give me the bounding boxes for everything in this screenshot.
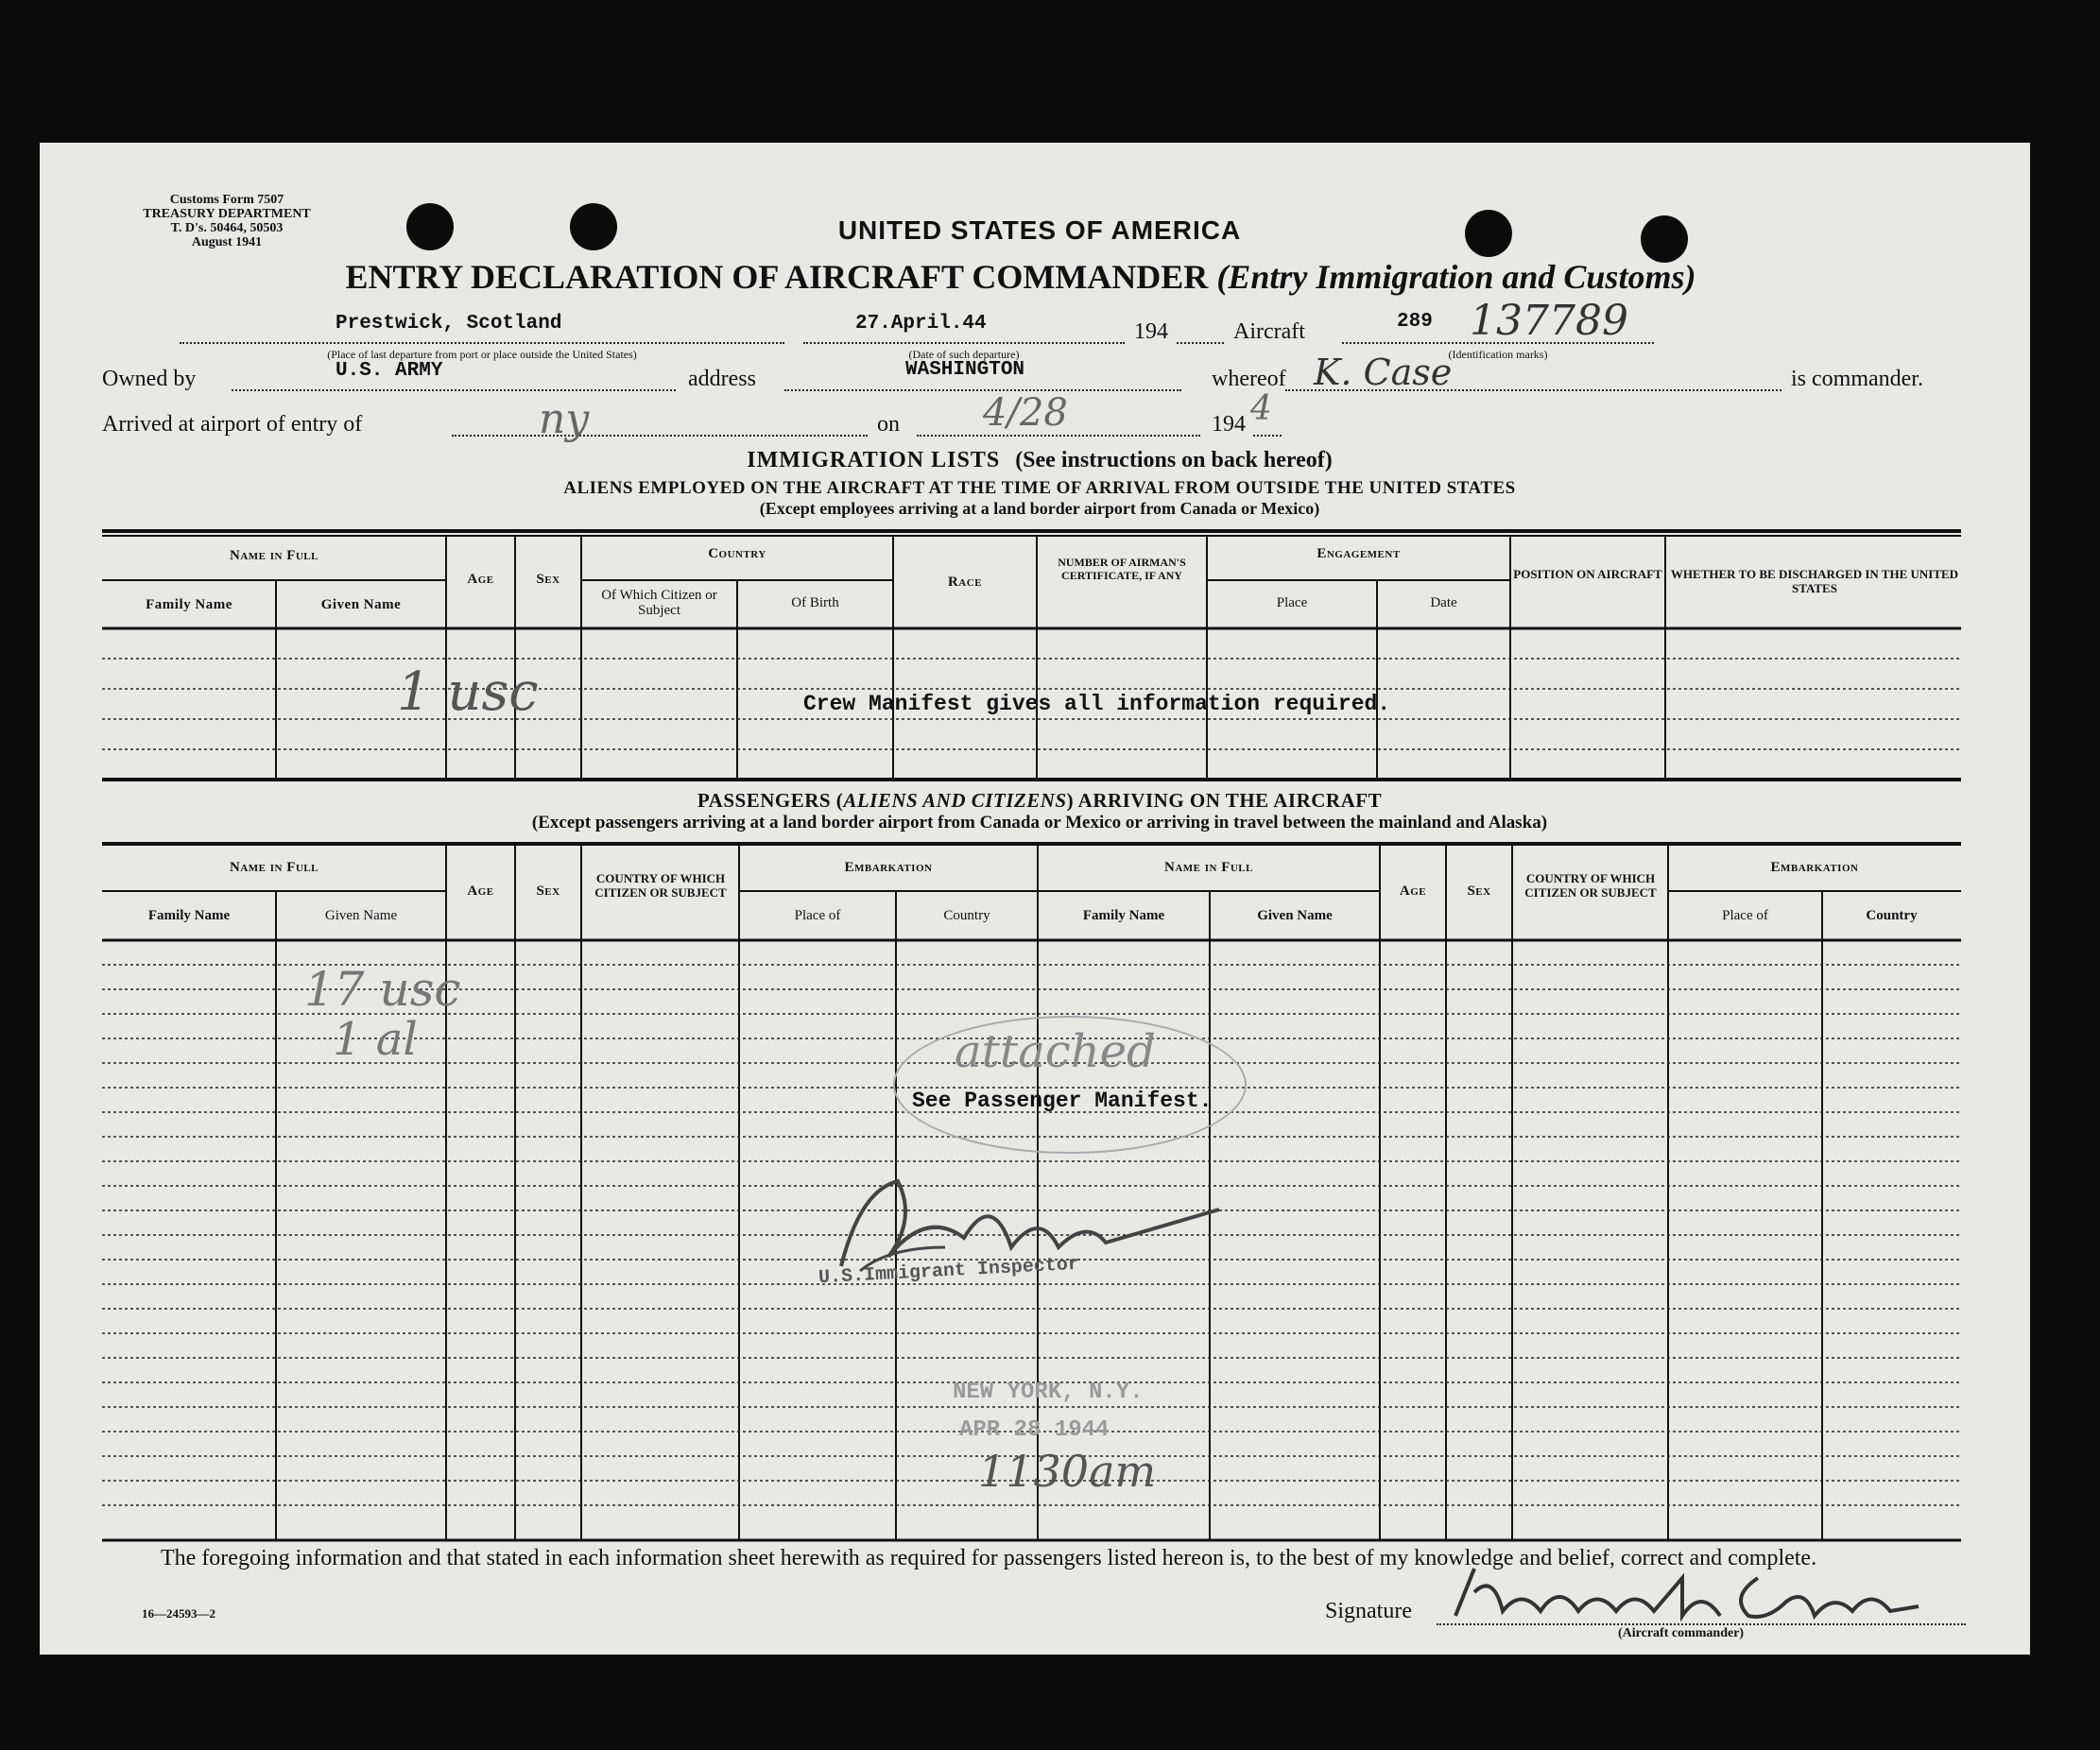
pax-col-sex: Sex [536, 884, 560, 899]
passengers-subheading: (Except passengers arriving at a land border airport from Canada or Mexico or arriving in travel between the mainland and Alaska) [531, 813, 1548, 832]
pax-col-family-name-2: Family Name [1082, 908, 1165, 923]
form-title-paren: (Entry Immigration and Customs) [1216, 258, 1696, 296]
departure-year-prefix: 194 [1134, 319, 1168, 344]
arrival-year-handwritten: 4 [1250, 389, 1272, 428]
crew-col-country: Country [708, 546, 766, 561]
arrival-label: Arrived at airport of entry of [102, 412, 363, 437]
crew-col-position: POSITION ON AIRCRAFT [1513, 567, 1662, 581]
aircraft-label: Aircraft [1233, 319, 1305, 344]
time-handwritten: 1130am [978, 1446, 1157, 1497]
immigration-heading-paren: (See instructions on back hereof) [1015, 448, 1333, 472]
pax-col-name-in-full-2: Name in Full [1163, 860, 1253, 875]
address-label: address [688, 367, 756, 391]
aircraft-id: 289 [1397, 311, 1433, 333]
pax-col-embarkation-2: Embarkation [1770, 860, 1859, 875]
treasury-decisions: T. D's. 50464, 50503 [170, 221, 284, 235]
pax-col-place-of-2: Place of [1722, 908, 1768, 923]
pax-col-citizen-2: COUNTRY OF WHICH CITIZEN OR SUBJECT [1524, 871, 1657, 900]
form-number: Customs Form 7507 [169, 193, 284, 207]
pax-handwritten-attached: attached [955, 1025, 1156, 1078]
pax-col-family-name: Family Name [147, 908, 231, 923]
passengers-heading-c: ) ARRIVING ON THE AIRCRAFT [1066, 789, 1383, 812]
pax-handwritten-note-2: 1 al [333, 1013, 418, 1066]
whereof-label: whereof [1212, 367, 1286, 391]
departure-place-caption: (Place of last departure from port or place outside the United States) [327, 348, 637, 361]
pax-col-given-name-2: Given Name [1257, 908, 1333, 923]
commander-signature-icon [1446, 1559, 1937, 1635]
crew-col-birth: Of Birth [791, 595, 839, 610]
arrival-date-handwritten: 4/28 [983, 391, 1068, 435]
crew-col-name-in-full: Name in Full [229, 548, 318, 563]
passengers-heading-a: PASSENGERS ( [697, 789, 844, 812]
crew-col-airman-cert: NUMBER OF AIRMAN'S CERTIFICATE, IF ANY [1058, 556, 1186, 582]
crew-col-date: Date [1430, 595, 1457, 610]
crew-col-race: Race [947, 575, 983, 590]
pax-col-country: Country [943, 908, 990, 923]
certification-text: The foregoing information and that stated in each information sheet herewith as required for passengers listed hereon is, to the best of my knowledge and belief, correct and complete. [161, 1546, 1817, 1570]
form-title-main: ENTRY DECLARATION OF AIRCRAFT COMMANDER [345, 258, 1209, 296]
passengers-heading-b: ALIENS AND CITIZENS [843, 789, 1067, 812]
immigration-heading-title: IMMIGRATION LISTS [747, 448, 1001, 472]
aircraft-id-handwritten: 137789 [1470, 297, 1628, 345]
departure-date-caption: (Date of such departure) [908, 348, 1020, 361]
crew-handwritten-note: 1 usc [397, 661, 539, 723]
crew-col-given-name: Given Name [320, 597, 402, 612]
pax-col-given-name: Given Name [324, 908, 398, 923]
country-heading: UNITED STATES OF AMERICA [837, 215, 1242, 245]
arrival-airport-handwritten: ny [539, 395, 590, 443]
crew-col-citizen: Of Which Citizen or Subject [601, 588, 717, 618]
pax-col-citizen: COUNTRY OF WHICH CITIZEN OR SUBJECT [594, 871, 727, 900]
departure-date: 27.April.44 [855, 313, 987, 335]
inspector-stamp: U.S.Immigrant Inspector [818, 1253, 1080, 1290]
owned-by-value: U.S. ARMY [336, 360, 443, 382]
pax-col-place-of: Place of [794, 908, 841, 923]
pax-col-sex-2: Sex [1467, 884, 1491, 899]
pax-col-name-in-full: Name in Full [229, 860, 318, 875]
pax-col-country-2: Country [1866, 908, 1918, 923]
crew-col-engagement: Engagement [1317, 546, 1401, 561]
immigration-subheading: ALIENS EMPLOYED ON THE AIRCRAFT AT THE TIME OF ARRIVAL FROM OUTSIDE THE UNITED STATES [563, 478, 1516, 498]
crew-col-discharged: WHETHER TO BE DISCHARGED IN THE UNITED STATES [1670, 567, 1959, 595]
date-stamp-date: APR 28 1944 [959, 1417, 1110, 1443]
crew-col-sex: Sex [536, 572, 560, 587]
crew-col-family-name: Family Name [146, 597, 232, 612]
crew-col-place: Place [1276, 595, 1308, 610]
pax-col-embarkation: Embarkation [844, 860, 933, 875]
pax-col-age-2: Age [1399, 884, 1427, 899]
commander-handwritten: K. Case [1314, 352, 1453, 393]
aircraft-id-caption: (Identification marks) [1448, 348, 1548, 361]
pax-handwritten-note-1: 17 usc [304, 962, 461, 1017]
passenger-manifest-note: See Passenger Manifest. [912, 1089, 1213, 1113]
department: TREASURY DEPARTMENT [143, 207, 311, 221]
signature-label: Signature [1325, 1599, 1412, 1623]
signature-caption: (Aircraft commander) [1618, 1626, 1745, 1640]
arrival-year-prefix: 194 [1212, 412, 1246, 437]
form-date: August 1941 [191, 235, 263, 249]
crew-manifest-note: Crew Manifest gives all information required. [803, 692, 1391, 716]
address-value: WASHINGTON [905, 359, 1025, 381]
pax-col-age: Age [467, 884, 494, 899]
crew-col-age: Age [467, 572, 494, 587]
arrival-on-label: on [877, 412, 900, 437]
departure-place: Prestwick, Scotland [336, 313, 562, 335]
is-commander-label: is commander. [1791, 367, 1923, 391]
date-stamp-city: NEW YORK, N.Y. [953, 1380, 1144, 1405]
immigration-subheading-2: (Except employees arriving at a land border airport from Canada or Mexico) [759, 499, 1320, 518]
owned-by-label: Owned by [102, 367, 197, 391]
form-bottom-code: 16—24593—2 [142, 1606, 215, 1621]
